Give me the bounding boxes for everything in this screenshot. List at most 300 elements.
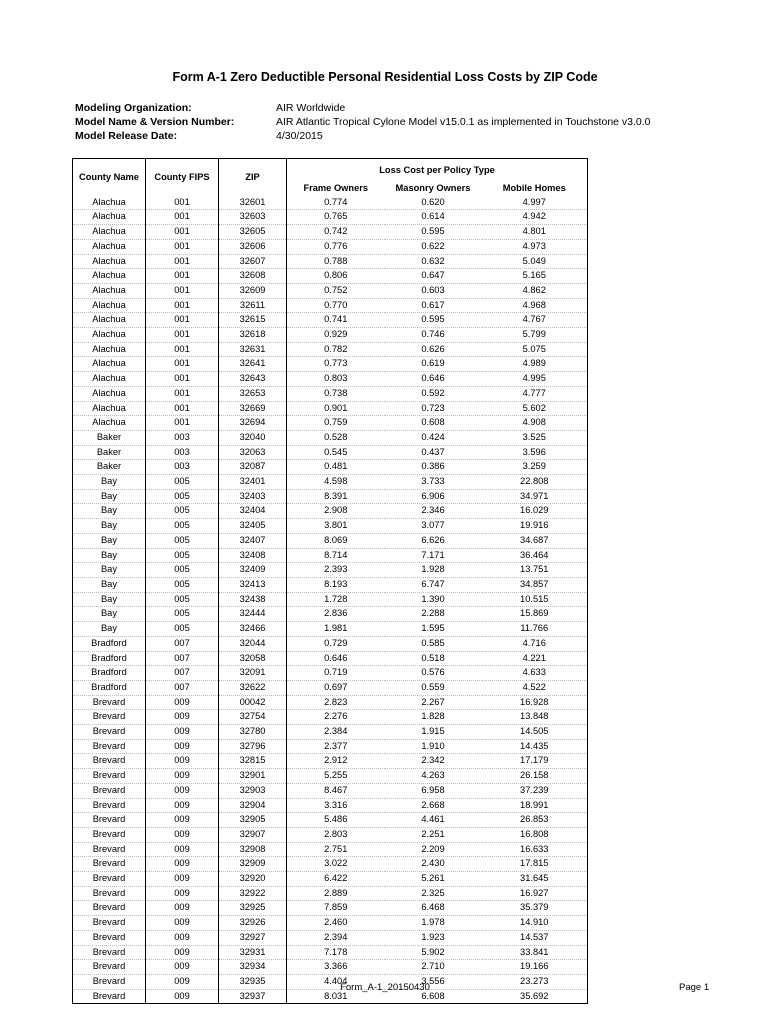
table-row [73, 357, 588, 372]
cell-county-name: Brevard [73, 872, 146, 887]
cell-zip: 32904 [219, 798, 287, 813]
cell-mobile-homes: 4.995 [482, 372, 588, 387]
table-row [73, 283, 588, 298]
cell-county-name: Alachua [73, 225, 146, 240]
model-info [75, 101, 651, 143]
table-row [73, 798, 588, 813]
cell-county-name: Bradford [73, 651, 146, 666]
cell-mobile-homes: 14.505 [482, 725, 588, 740]
cell-county-fips: 009 [146, 886, 219, 901]
cell-county-fips: 005 [146, 563, 219, 578]
cell-zip: 32615 [219, 313, 287, 328]
cell-county-fips: 009 [146, 974, 219, 989]
table-row [73, 460, 588, 475]
cell-frame-owners: 0.759 [287, 416, 385, 431]
cell-zip: 32931 [219, 945, 287, 960]
cell-mobile-homes: 13.751 [482, 563, 588, 578]
table-row [73, 607, 588, 622]
cell-mobile-homes: 4.221 [482, 651, 588, 666]
cell-county-fips: 009 [146, 945, 219, 960]
cell-county-name: Alachua [73, 372, 146, 387]
cell-frame-owners: 8.069 [287, 533, 385, 548]
cell-zip: 32466 [219, 622, 287, 637]
cell-frame-owners: 0.738 [287, 386, 385, 401]
table-row [73, 680, 588, 695]
table-row [73, 651, 588, 666]
cell-zip: 32404 [219, 504, 287, 519]
cell-frame-owners: 0.776 [287, 239, 385, 254]
cell-mobile-homes: 19.916 [482, 519, 588, 534]
cell-county-name: Bay [73, 563, 146, 578]
cell-masonry-owners: 0.592 [385, 386, 482, 401]
cell-zip: 32934 [219, 960, 287, 975]
cell-masonry-owners: 0.386 [385, 460, 482, 475]
cell-county-name: Bradford [73, 636, 146, 651]
cell-county-name: Bay [73, 489, 146, 504]
cell-county-name: Brevard [73, 754, 146, 769]
cell-county-fips: 007 [146, 680, 219, 695]
cell-mobile-homes: 22.808 [482, 475, 588, 490]
cell-frame-owners: 0.773 [287, 357, 385, 372]
table-row [73, 783, 588, 798]
cell-county-fips: 005 [146, 504, 219, 519]
cell-county-fips: 005 [146, 607, 219, 622]
cell-mobile-homes: 16.808 [482, 827, 588, 842]
cell-masonry-owners: 0.617 [385, 298, 482, 313]
cell-county-fips: 007 [146, 636, 219, 651]
cell-county-fips: 001 [146, 254, 219, 269]
cell-zip: 32920 [219, 872, 287, 887]
cell-county-name: Bay [73, 548, 146, 563]
cell-county-name: Brevard [73, 901, 146, 916]
cell-county-fips: 005 [146, 475, 219, 490]
cell-masonry-owners: 0.595 [385, 313, 482, 328]
meta-value: 4/30/2015 [276, 130, 323, 142]
cell-frame-owners: 4.404 [287, 974, 385, 989]
cell-county-name: Brevard [73, 769, 146, 784]
cell-mobile-homes: 17.179 [482, 754, 588, 769]
cell-frame-owners: 0.528 [287, 430, 385, 445]
cell-mobile-homes: 4.862 [482, 283, 588, 298]
cell-mobile-homes: 5.165 [482, 269, 588, 284]
table-row [73, 857, 588, 872]
cell-county-fips: 009 [146, 769, 219, 784]
table-row [73, 886, 588, 901]
cell-zip: 32641 [219, 357, 287, 372]
cell-masonry-owners: 0.603 [385, 283, 482, 298]
cell-county-name: Alachua [73, 386, 146, 401]
cell-county-fips: 009 [146, 754, 219, 769]
cell-county-name: Brevard [73, 916, 146, 931]
cell-county-fips: 001 [146, 313, 219, 328]
cell-zip: 32603 [219, 210, 287, 225]
cell-county-fips: 005 [146, 489, 219, 504]
cell-county-name: Bradford [73, 666, 146, 681]
table-row [73, 416, 588, 431]
cell-zip: 32907 [219, 827, 287, 842]
cell-county-name: Bay [73, 592, 146, 607]
cell-county-fips: 009 [146, 739, 219, 754]
cell-mobile-homes: 11.766 [482, 622, 588, 637]
cell-masonry-owners: 6.608 [421, 990, 445, 1001]
col-header-group-loss-cost: Loss Cost per Policy Type [287, 159, 588, 183]
cell-masonry-owners: 0.619 [385, 357, 482, 372]
cell-frame-owners: 0.765 [287, 210, 385, 225]
table-row [73, 386, 588, 401]
cell-county-name: Bay [73, 622, 146, 637]
cell-mobile-homes: 5.049 [482, 254, 588, 269]
cell-frame-owners: 0.929 [287, 328, 385, 343]
cell-county-fips: 001 [146, 372, 219, 387]
cell-zip: 32780 [219, 725, 287, 740]
table-row [73, 475, 588, 490]
table-row [73, 430, 588, 445]
cell-frame-owners: 0.646 [287, 651, 385, 666]
cell-masonry-owners: 0.646 [385, 372, 482, 387]
table-row [73, 872, 588, 887]
table-row [73, 489, 588, 504]
table-row [73, 930, 588, 945]
cell-county-fips: 001 [146, 328, 219, 343]
cell-county-fips: 009 [146, 813, 219, 828]
cell-zip: 32438 [219, 592, 287, 607]
cell-zip: 32063 [219, 445, 287, 460]
cell-mobile-homes: 34.687 [482, 533, 588, 548]
cell-masonry-owners: 0.746 [385, 328, 482, 343]
cell-county-fips: 001 [146, 210, 219, 225]
cell-masonry-owners: 0.518 [385, 651, 482, 666]
cell-county-fips: 001 [146, 298, 219, 313]
cell-zip: 32401 [219, 475, 287, 490]
table-row [73, 298, 588, 313]
cell-zip: 32611 [219, 298, 287, 313]
cell-county-name: Alachua [73, 401, 146, 416]
cell-county-name: Brevard [73, 857, 146, 872]
cell-zip: 32796 [219, 739, 287, 754]
cell-mobile-homes: 5.602 [482, 401, 588, 416]
cell-masonry-owners: 1.595 [385, 622, 482, 637]
cell-county-name: Alachua [73, 254, 146, 269]
cell-zip: 32609 [219, 283, 287, 298]
cell-mobile-homes: 34.971 [482, 489, 588, 504]
table-row [73, 548, 588, 563]
cell-zip: 32926 [219, 916, 287, 931]
cell-masonry-owners: 1.923 [385, 930, 482, 945]
table-row [73, 401, 588, 416]
cell-mobile-homes: 4.801 [482, 225, 588, 240]
cell-frame-owners: 0.729 [287, 636, 385, 651]
table-row [73, 960, 588, 975]
cell-masonry-owners: 0.620 [385, 196, 482, 210]
cell-county-fips: 001 [146, 283, 219, 298]
cell-zip: 32409 [219, 563, 287, 578]
table-row [73, 563, 588, 578]
cell-county-name: Brevard [73, 725, 146, 740]
cell-masonry-owners: 0.595 [385, 225, 482, 240]
cell-mobile-homes: 4.908 [482, 416, 588, 431]
cell-county-name: Bay [73, 607, 146, 622]
cell-masonry-owners: 2.668 [385, 798, 482, 813]
cell-county-fips: 001 [146, 416, 219, 431]
cell-masonry-owners: 0.437 [385, 445, 482, 460]
meta-label: Model Release Date: [75, 130, 178, 142]
cell-mobile-homes: 16.927 [482, 886, 588, 901]
table-row [73, 725, 588, 740]
cell-frame-owners: 8.193 [287, 577, 385, 592]
cell-frame-owners: 0.770 [287, 298, 385, 313]
cell-mobile-homes: 37.239 [482, 783, 588, 798]
cell-masonry-owners: 2.346 [385, 504, 482, 519]
cell-masonry-owners: 0.723 [385, 401, 482, 416]
cell-mobile-homes: 4.968 [482, 298, 588, 313]
cell-county-name: Bay [73, 475, 146, 490]
table-row [73, 827, 588, 842]
cell-county-name: Alachua [73, 269, 146, 284]
cell-mobile-homes: 23.273 [482, 974, 588, 989]
cell-zip: 32815 [219, 754, 287, 769]
cell-zip: 32908 [219, 842, 287, 857]
table-row [73, 254, 588, 269]
cell-zip: 32631 [219, 342, 287, 357]
cell-county-name: Alachua [73, 196, 146, 210]
cell-county-name: Brevard [73, 960, 146, 975]
footer-form-id: Form_A-1_20150430 [340, 982, 430, 993]
table-row [73, 945, 588, 960]
cell-masonry-owners: 3.733 [385, 475, 482, 490]
cell-zip: 32607 [219, 254, 287, 269]
cell-masonry-owners: 2.430 [385, 857, 482, 872]
cell-county-name: Baker [73, 430, 146, 445]
cell-mobile-homes: 4.989 [482, 357, 588, 372]
cell-masonry-owners: 1.915 [385, 725, 482, 740]
table-row [73, 372, 588, 387]
cell-mobile-homes: 16.633 [482, 842, 588, 857]
cell-county-fips: 009 [146, 783, 219, 798]
cell-mobile-homes: 16.029 [482, 504, 588, 519]
cell-zip: 32643 [219, 372, 287, 387]
cell-masonry-owners: 1.910 [385, 739, 482, 754]
cell-mobile-homes: 26.853 [482, 813, 588, 828]
cell-mobile-homes: 26.158 [482, 769, 588, 784]
cell-mobile-homes: 14.537 [482, 930, 588, 945]
cell-mobile-homes: 18.991 [482, 798, 588, 813]
cell-frame-owners: 2.751 [287, 842, 385, 857]
cell-masonry-owners: 5.902 [385, 945, 482, 960]
cell-frame-owners: 0.697 [287, 680, 385, 695]
cell-mobile-homes: 4.522 [482, 680, 588, 695]
cell-county-name: Alachua [73, 342, 146, 357]
cell-county-fips: 009 [146, 960, 219, 975]
cell-mobile-homes: 15.869 [482, 607, 588, 622]
cell-frame-owners: 0.752 [287, 283, 385, 298]
col-header-frame-owners: Frame Owners [287, 182, 385, 196]
cell-zip: 32413 [219, 577, 287, 592]
cell-masonry-owners: 5.261 [385, 872, 482, 887]
cell-zip: 32935 [219, 974, 287, 989]
cell-frame-owners: 8.031 [287, 989, 385, 1004]
table-row [73, 695, 588, 710]
cell-mobile-homes: 19.166 [482, 960, 588, 975]
cell-frame-owners: 3.316 [287, 798, 385, 813]
table-row [73, 754, 588, 769]
cell-county-fips: 009 [146, 798, 219, 813]
table-row [73, 328, 588, 343]
cell-zip: 32694 [219, 416, 287, 431]
table-row [73, 622, 588, 637]
table-row [73, 196, 588, 210]
cell-masonry-owners: 4.461 [385, 813, 482, 828]
cell-masonry-owners: 1.828 [385, 710, 482, 725]
cell-frame-owners: 0.719 [287, 666, 385, 681]
cell-county-name: Alachua [73, 210, 146, 225]
table-row [73, 342, 588, 357]
cell-masonry-owners: 6.626 [385, 533, 482, 548]
cell-mobile-homes: 10.515 [482, 592, 588, 607]
cell-zip: 32044 [219, 636, 287, 651]
cell-zip: 32058 [219, 651, 287, 666]
cell-county-fips: 001 [146, 225, 219, 240]
cell-county-fips: 001 [146, 342, 219, 357]
cell-frame-owners: 0.741 [287, 313, 385, 328]
cell-frame-owners: 8.714 [287, 548, 385, 563]
cell-frame-owners: 1.981 [287, 622, 385, 637]
cell-mobile-homes: 33.841 [482, 945, 588, 960]
cell-frame-owners: 3.801 [287, 519, 385, 534]
cell-frame-owners: 4.598 [287, 475, 385, 490]
cell-zip: 32408 [219, 548, 287, 563]
cell-county-fips: 005 [146, 622, 219, 637]
cell-county-name: Bay [73, 533, 146, 548]
table-row [73, 313, 588, 328]
table-row [73, 533, 588, 548]
cell-zip: 32669 [219, 401, 287, 416]
cell-masonry-owners: 0.559 [385, 680, 482, 695]
cell-county-name: Brevard [73, 695, 146, 710]
cell-frame-owners: 2.836 [287, 607, 385, 622]
cell-county-name: Brevard [73, 813, 146, 828]
cell-frame-owners: 2.384 [287, 725, 385, 740]
cell-frame-owners: 0.742 [287, 225, 385, 240]
table-row [73, 239, 588, 254]
cell-mobile-homes: 4.716 [482, 636, 588, 651]
cell-masonry-owners: 0.585 [385, 636, 482, 651]
cell-county-fips: 009 [146, 857, 219, 872]
cell-frame-owners: 1.728 [287, 592, 385, 607]
cell-masonry-owners: 0.614 [385, 210, 482, 225]
cell-masonry-owners: 2.342 [385, 754, 482, 769]
cell-masonry-owners: 2.710 [385, 960, 482, 975]
meta-label: Model Name & Version Number: [75, 116, 235, 128]
cell-frame-owners: 0.774 [287, 196, 385, 210]
cell-zip: 32091 [219, 666, 287, 681]
cell-county-fips: 001 [146, 269, 219, 284]
cell-county-fips: 009 [146, 725, 219, 740]
cell-county-name: Baker [73, 460, 146, 475]
cell-county-fips: 009 [146, 916, 219, 931]
cell-masonry-owners: 1.978 [385, 916, 482, 931]
cell-county-name: Brevard [73, 827, 146, 842]
cell-frame-owners: 2.889 [287, 886, 385, 901]
cell-frame-owners: 2.803 [287, 827, 385, 842]
cell-county-name: Alachua [73, 416, 146, 431]
cell-frame-owners: 2.823 [287, 695, 385, 710]
cell-frame-owners: 5.486 [287, 813, 385, 828]
cell-county-name: Brevard [73, 886, 146, 901]
table-row [73, 577, 588, 592]
cell-masonry-owners: 2.209 [385, 842, 482, 857]
cell-masonry-owners: 6.747 [385, 577, 482, 592]
cell-zip: 00042 [219, 695, 287, 710]
cell-county-fips: 009 [146, 695, 219, 710]
cell-county-fips: 001 [146, 239, 219, 254]
cell-mobile-homes: 35.692 [520, 990, 549, 1001]
cell-county-fips: 009 [146, 872, 219, 887]
cell-mobile-homes: 4.767 [482, 313, 588, 328]
cell-frame-owners: 0.782 [287, 342, 385, 357]
table-row [73, 225, 588, 240]
cell-masonry-owners: 0.608 [385, 416, 482, 431]
table-row [73, 592, 588, 607]
cell-zip: 32937 [219, 989, 287, 1004]
cell-frame-owners: 7.859 [287, 901, 385, 916]
cell-masonry-owners: 6.958 [385, 783, 482, 798]
table-body [73, 196, 588, 1004]
cell-mobile-homes: 3.259 [482, 460, 588, 475]
cell-zip: 32909 [219, 857, 287, 872]
cell-mobile-homes: 4.777 [482, 386, 588, 401]
table-row [73, 710, 588, 725]
cell-masonry-owners: 1.928 [385, 563, 482, 578]
cell-masonry-owners: 2.251 [385, 827, 482, 842]
cell-county-fips: 005 [146, 577, 219, 592]
cell-county-name: Alachua [73, 283, 146, 298]
cell-masonry-owners: 0.632 [385, 254, 482, 269]
meta-value: AIR Worldwide [276, 102, 346, 114]
cell-masonry-owners: 0.576 [385, 666, 482, 681]
table-header-row-top [73, 159, 588, 183]
cell-frame-owners: 2.394 [287, 930, 385, 945]
meta-row-organization [75, 101, 651, 115]
cell-frame-owners: 0.806 [287, 269, 385, 284]
cell-mobile-homes: 3.596 [482, 445, 588, 460]
cell-frame-owners: 0.545 [287, 445, 385, 460]
cell-frame-owners: 2.377 [287, 739, 385, 754]
cell-zip: 32925 [219, 901, 287, 916]
meta-label: Modeling Organization: [75, 102, 192, 114]
cell-frame-owners: 8.467 [287, 783, 385, 798]
col-header-masonry-owners: Masonry Owners [395, 183, 471, 193]
cell-county-fips: 007 [146, 666, 219, 681]
cell-county-name: Alachua [73, 328, 146, 343]
cell-zip: 32407 [219, 533, 287, 548]
cell-county-name: Bay [73, 577, 146, 592]
cell-county-fips: 001 [146, 386, 219, 401]
cell-mobile-homes: 4.997 [482, 196, 588, 210]
cell-mobile-homes: 31.645 [482, 872, 588, 887]
page-number: Page 1 [679, 982, 710, 993]
table-row [73, 269, 588, 284]
cell-masonry-owners: 0.647 [385, 269, 482, 284]
cell-mobile-homes: 4.942 [482, 210, 588, 225]
cell-mobile-homes: 14.435 [482, 739, 588, 754]
cell-zip: 32622 [219, 680, 287, 695]
cell-county-name: Bradford [73, 680, 146, 695]
cell-zip: 32903 [219, 783, 287, 798]
cell-county-fips: 009 [146, 842, 219, 857]
cell-county-fips: 003 [146, 430, 219, 445]
cell-mobile-homes: 5.799 [482, 328, 588, 343]
cell-masonry-owners: 2.267 [385, 695, 482, 710]
